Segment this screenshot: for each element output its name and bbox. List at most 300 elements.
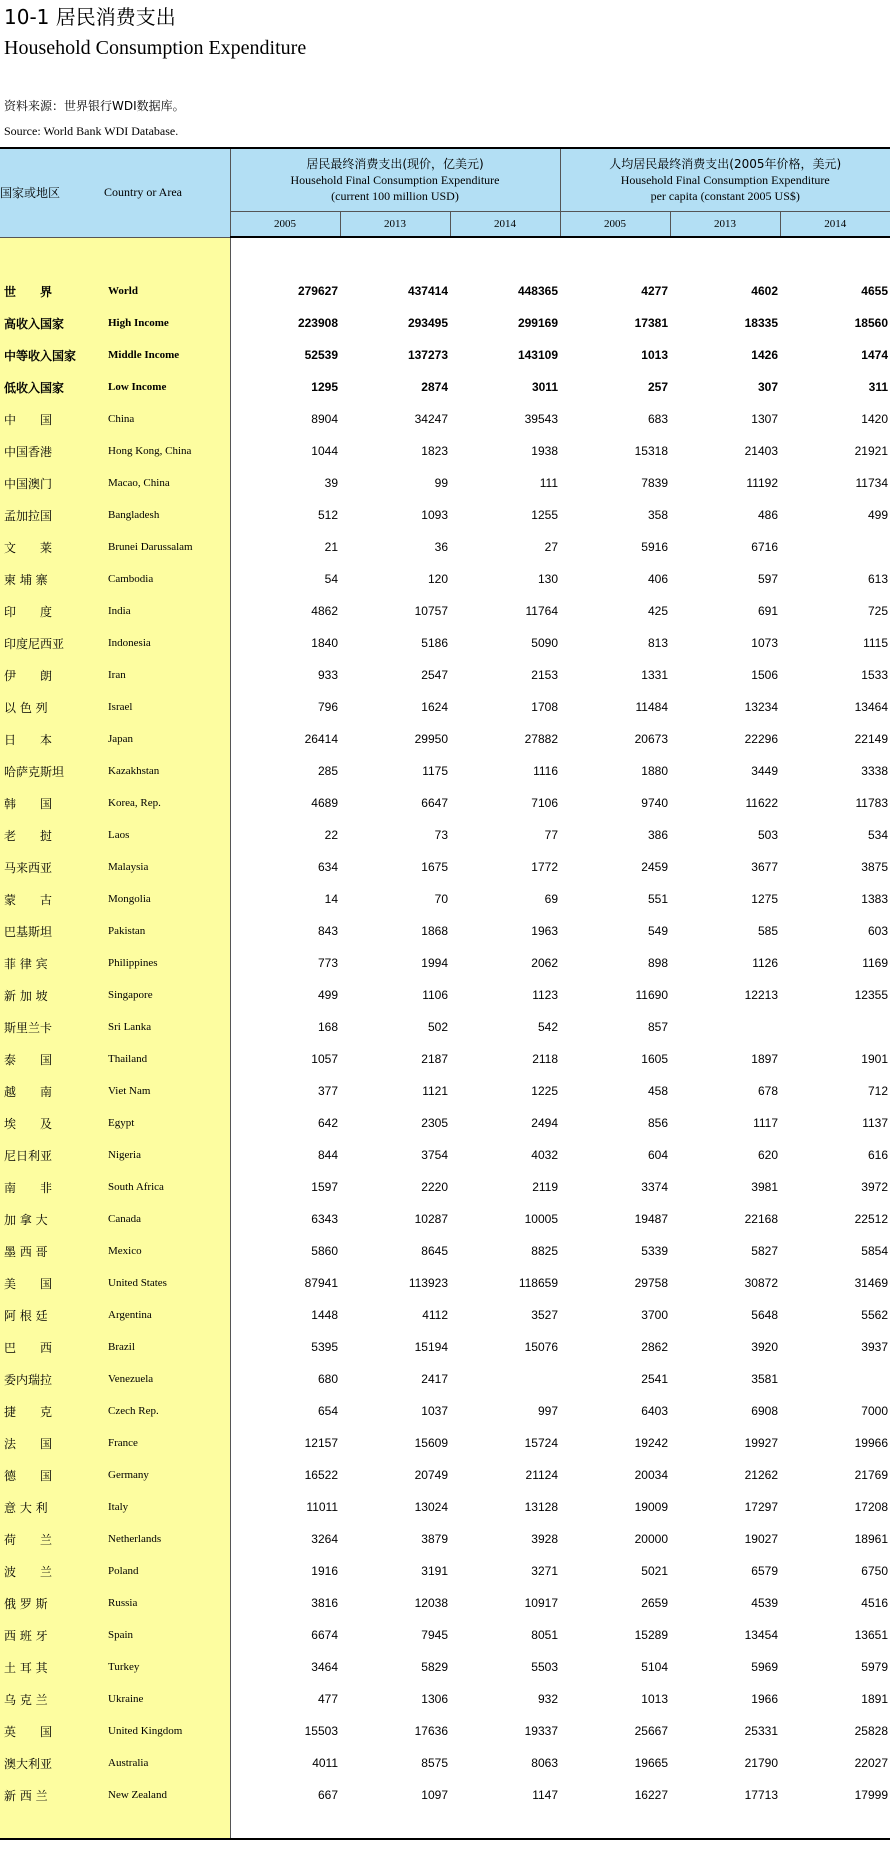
value-cell: 898	[647, 956, 668, 970]
value-cell: 499	[867, 508, 888, 522]
value-cell: 1331	[641, 668, 668, 682]
table-row	[0, 1171, 890, 1203]
country-name-cn: 柬 埔 寨	[0, 563, 104, 595]
value-cell: 17297	[744, 1500, 778, 1514]
country-name-cn: 哈萨克斯坦	[0, 755, 104, 787]
table-row	[0, 1235, 890, 1267]
country-name-cn: 印度尼西亚	[0, 627, 104, 659]
country-name-cn: 韩 国	[0, 787, 104, 819]
country-name-cn: 澳大利亚	[0, 1747, 104, 1779]
value-cell: 69	[544, 892, 558, 906]
table-row	[0, 403, 890, 435]
value-cell: 2541	[641, 1372, 668, 1386]
country-name-en: High Income	[104, 307, 230, 339]
value-cell: 19927	[744, 1436, 778, 1450]
country-name-en: World	[104, 275, 230, 307]
value-cell: 1044	[311, 444, 338, 458]
value-cell: 856	[647, 1116, 668, 1130]
country-name-en: Thailand	[104, 1043, 230, 1075]
value-cell: 1013	[641, 1692, 668, 1706]
value-cell: 1037	[421, 1404, 448, 1418]
country-name-cn: 加 拿 大	[0, 1203, 104, 1235]
country-name-cn: 文 莱	[0, 531, 104, 563]
value-cell: 9740	[641, 796, 668, 810]
value-cell: 542	[537, 1020, 558, 1034]
country-name-cn: 中国香港	[0, 435, 104, 467]
value-cell: 3374	[641, 1180, 668, 1194]
value-cell: 21	[324, 540, 338, 554]
value-cell: 6674	[311, 1628, 338, 1642]
country-name-en: Iran	[104, 659, 230, 691]
value-cell: 1916	[311, 1564, 338, 1578]
country-name-en: Israel	[104, 691, 230, 723]
value-cell: 11734	[855, 476, 888, 490]
table-row	[0, 435, 890, 467]
value-cell: 1295	[311, 380, 338, 394]
value-cell: 6908	[751, 1404, 778, 1418]
country-name-en: India	[104, 595, 230, 627]
value-cell: 29950	[414, 732, 448, 746]
country-name-cn: 尼日利亚	[0, 1139, 104, 1171]
value-cell: 15503	[304, 1724, 338, 1738]
value-cell: 25828	[854, 1724, 888, 1738]
value-cell: 3191	[421, 1564, 448, 1578]
value-cell: 712	[867, 1084, 888, 1098]
country-name-en: United States	[104, 1267, 230, 1299]
country-name-cn: 日 本	[0, 723, 104, 755]
value-cell: 10757	[414, 604, 448, 618]
spacer-row	[0, 237, 890, 275]
value-cell: 551	[647, 892, 668, 906]
table-row	[0, 1427, 890, 1459]
country-name-en: South Africa	[104, 1171, 230, 1203]
value-cell: 5503	[531, 1660, 558, 1674]
value-cell: 477	[317, 1692, 338, 1706]
value-cell: 17713	[744, 1788, 778, 1802]
country-name-en: Poland	[104, 1555, 230, 1587]
value-cell: 6716	[751, 540, 778, 554]
value-cell: 99	[434, 476, 448, 490]
year-header: 2005	[230, 212, 340, 238]
country-name-en: Hong Kong, China	[104, 435, 230, 467]
value-cell: 113923	[408, 1276, 448, 1290]
value-cell: 111	[539, 476, 558, 490]
country-name-en: Laos	[104, 819, 230, 851]
value-cell: 5829	[421, 1660, 448, 1674]
country-name-cn: 意 大 利	[0, 1491, 104, 1523]
group-header-per-capita-cn: 人均居民最终消费支出(2005年价格，美元)	[609, 157, 842, 171]
value-cell: 604	[647, 1148, 668, 1162]
country-name-cn: 德 国	[0, 1459, 104, 1491]
value-cell: 3271	[531, 1564, 558, 1578]
value-cell: 5916	[641, 540, 668, 554]
country-name-cn: 阿 根 廷	[0, 1299, 104, 1331]
country-name-en: New Zealand	[104, 1779, 230, 1811]
value-cell: 1880	[641, 764, 668, 778]
value-cell: 120	[427, 572, 448, 586]
country-name-cn: 孟加拉国	[0, 499, 104, 531]
value-cell: 70	[434, 892, 448, 906]
value-cell: 285	[317, 764, 338, 778]
country-name-cn: 英 国	[0, 1715, 104, 1747]
country-name-en: Russia	[104, 1587, 230, 1619]
value-cell: 1966	[751, 1692, 778, 1706]
value-cell: 73	[434, 828, 448, 842]
table-row	[0, 275, 890, 307]
value-cell: 1169	[862, 956, 888, 970]
value-cell: 1121	[422, 1084, 448, 1098]
value-cell: 2187	[421, 1052, 448, 1066]
country-name-cn: 法 国	[0, 1427, 104, 1459]
value-cell: 691	[757, 604, 778, 618]
value-cell: 4277	[641, 284, 668, 298]
value-cell: 5969	[751, 1660, 778, 1674]
value-cell: 21124	[525, 1468, 558, 1482]
value-cell: 16227	[634, 1788, 668, 1802]
value-cell: 52539	[304, 348, 338, 362]
value-cell: 27	[544, 540, 558, 554]
country-name-cn: 越 南	[0, 1075, 104, 1107]
value-cell: 1708	[531, 700, 558, 714]
value-cell: 3879	[421, 1532, 448, 1546]
value-cell: 4032	[531, 1148, 558, 1162]
year-header: 2005	[560, 212, 670, 238]
value-cell: 448365	[517, 284, 558, 298]
value-cell: 20673	[634, 732, 668, 746]
table-row	[0, 499, 890, 531]
value-cell: 5860	[311, 1244, 338, 1258]
value-cell: 11690	[635, 988, 668, 1002]
value-cell: 3264	[311, 1532, 338, 1546]
value-cell: 8063	[531, 1756, 558, 1770]
value-cell: 17381	[634, 316, 668, 330]
value-cell: 7000	[861, 1404, 888, 1418]
value-cell: 15194	[414, 1340, 448, 1354]
value-cell: 549	[647, 924, 668, 938]
country-name-en: Malaysia	[104, 851, 230, 883]
country-name-cn: 墨 西 哥	[0, 1235, 104, 1267]
value-cell: 2417	[421, 1372, 448, 1386]
value-cell	[670, 1011, 780, 1043]
table-row	[0, 819, 890, 851]
table-row	[0, 1491, 890, 1523]
value-cell: 1123	[532, 988, 558, 1002]
group-header-total	[230, 148, 560, 212]
value-cell: 13024	[414, 1500, 448, 1514]
value-cell: 1126	[752, 956, 778, 970]
value-cell: 307	[757, 380, 778, 394]
value-cell: 2659	[641, 1596, 668, 1610]
value-cell: 512	[317, 508, 338, 522]
country-name-cn: 乌 克 兰	[0, 1683, 104, 1715]
country-name-cn: 南 非	[0, 1171, 104, 1203]
value-cell: 634	[317, 860, 338, 874]
value-cell: 642	[317, 1116, 338, 1130]
value-cell: 1255	[531, 508, 558, 522]
value-cell: 725	[867, 604, 888, 618]
value-cell: 1901	[861, 1052, 888, 1066]
value-cell: 21403	[744, 444, 778, 458]
value-cell: 1938	[531, 444, 558, 458]
source-note-en: Source: World Bank WDI Database.	[4, 124, 179, 138]
value-cell: 616	[867, 1148, 888, 1162]
country-name-cn: 以 色 列	[0, 691, 104, 723]
table-body	[0, 237, 890, 1839]
value-cell	[780, 1363, 890, 1395]
table-row	[0, 1523, 890, 1555]
value-cell: 933	[317, 668, 338, 682]
country-name-en: Canada	[104, 1203, 230, 1235]
value-cell: 932	[537, 1692, 558, 1706]
value-cell: 22027	[854, 1756, 888, 1770]
country-name-cn: 土 耳 其	[0, 1651, 104, 1683]
value-cell: 5090	[531, 636, 558, 650]
table-row	[0, 1555, 890, 1587]
value-cell: 18560	[854, 316, 888, 330]
country-name-cn: 菲 律 宾	[0, 947, 104, 979]
value-cell: 39543	[524, 412, 558, 426]
country-name-en: Middle Income	[104, 339, 230, 371]
country-name-cn: 委内瑞拉	[0, 1363, 104, 1395]
table-row	[0, 1779, 890, 1811]
value-cell: 10917	[524, 1596, 558, 1610]
country-name-en: Brunei Darussalam	[104, 531, 230, 563]
value-cell: 20034	[634, 1468, 668, 1482]
value-cell: 8825	[531, 1244, 558, 1258]
value-cell: 5854	[861, 1244, 888, 1258]
value-cell: 293495	[407, 316, 448, 330]
country-name-en: Nigeria	[104, 1139, 230, 1171]
value-cell: 11192	[746, 476, 778, 490]
year-header: 2013	[670, 212, 780, 238]
value-cell: 857	[647, 1020, 668, 1034]
value-cell: 4516	[861, 1596, 888, 1610]
value-cell: 12038	[414, 1596, 448, 1610]
country-name-cn: 老 挝	[0, 819, 104, 851]
value-cell: 20749	[414, 1468, 448, 1482]
value-cell: 8904	[311, 412, 338, 426]
value-cell: 12355	[854, 988, 888, 1002]
country-name-cn: 泰 国	[0, 1043, 104, 1075]
value-cell: 2862	[641, 1340, 668, 1354]
country-name-en: Venezuela	[104, 1363, 230, 1395]
value-cell: 6579	[751, 1564, 778, 1578]
value-cell: 1275	[751, 892, 778, 906]
country-name-en: Cambodia	[104, 563, 230, 595]
value-cell: 4862	[311, 604, 338, 618]
value-cell: 54	[324, 572, 338, 586]
value-cell: 22168	[744, 1212, 778, 1226]
group-header-per-capita	[560, 148, 890, 212]
value-cell: 7839	[641, 476, 668, 490]
table-row	[0, 947, 890, 979]
value-cell: 1175	[422, 764, 448, 778]
value-cell: 5339	[641, 1244, 668, 1258]
source-note-cn: 资料来源：世界银行WDI数据库。	[4, 99, 185, 113]
country-name-cn: 西 班 牙	[0, 1619, 104, 1651]
value-cell: 844	[317, 1148, 338, 1162]
country-name-cn: 低收入国家	[0, 371, 104, 403]
country-name-en: Ukraine	[104, 1683, 230, 1715]
table-row	[0, 1715, 890, 1747]
country-name-en: Macao, China	[104, 467, 230, 499]
country-name-en: Singapore	[104, 979, 230, 1011]
year-header: 2014	[450, 212, 560, 238]
value-cell: 26414	[304, 732, 338, 746]
value-cell: 5104	[641, 1660, 668, 1674]
value-cell: 19009	[634, 1500, 668, 1514]
value-cell: 5186	[421, 636, 448, 650]
country-name-en: Turkey	[104, 1651, 230, 1683]
value-cell: 7945	[421, 1628, 448, 1642]
table-row	[0, 371, 890, 403]
table-row	[0, 595, 890, 627]
table-row	[0, 1267, 890, 1299]
value-cell: 5827	[751, 1244, 778, 1258]
value-cell: 137273	[407, 348, 448, 362]
table-row	[0, 339, 890, 371]
value-cell: 503	[757, 828, 778, 842]
value-cell: 22	[324, 828, 338, 842]
value-cell: 1117	[753, 1116, 778, 1130]
table-row	[0, 659, 890, 691]
country-name-en: Spain	[104, 1619, 230, 1651]
table-row	[0, 1651, 890, 1683]
country-name-cn: 埃 及	[0, 1107, 104, 1139]
value-cell: 14	[324, 892, 338, 906]
value-cell: 1897	[751, 1052, 778, 1066]
country-name-cn: 中等收入国家	[0, 339, 104, 371]
value-cell: 22149	[854, 732, 888, 746]
value-cell: 299169	[517, 316, 558, 330]
table-row	[0, 787, 890, 819]
table-row	[0, 563, 890, 595]
table-row	[0, 1331, 890, 1363]
country-name-cn: 蒙 古	[0, 883, 104, 915]
table-row	[0, 1011, 890, 1043]
country-name-en: Czech Rep.	[104, 1395, 230, 1427]
value-cell: 377	[317, 1084, 338, 1098]
country-name-cn: 美 国	[0, 1267, 104, 1299]
value-cell: 34247	[414, 412, 448, 426]
value-cell: 17636	[414, 1724, 448, 1738]
value-cell: 1605	[641, 1052, 668, 1066]
country-name-en: United Kingdom	[104, 1715, 230, 1747]
group-header-total-en1: Household Final Consumption Expenditure	[290, 173, 500, 187]
value-cell: 5562	[861, 1308, 888, 1322]
value-cell: 13464	[854, 700, 888, 714]
value-cell: 31469	[854, 1276, 888, 1290]
value-cell: 11011	[306, 1500, 338, 1514]
value-cell: 1013	[641, 348, 668, 362]
country-name-en: Sri Lanka	[104, 1011, 230, 1043]
country-name-en: France	[104, 1427, 230, 1459]
value-cell: 19665	[634, 1756, 668, 1770]
country-name-en: Netherlands	[104, 1523, 230, 1555]
value-cell: 358	[647, 508, 668, 522]
table-row	[0, 1683, 890, 1715]
country-name-cn: 巴 西	[0, 1331, 104, 1363]
country-name-en: Mexico	[104, 1235, 230, 1267]
country-name-cn: 斯里兰卡	[0, 1011, 104, 1043]
value-cell: 3875	[861, 860, 888, 874]
value-cell: 22512	[854, 1212, 888, 1226]
value-cell: 15289	[634, 1628, 668, 1642]
table-row	[0, 691, 890, 723]
country-name-en: Italy	[104, 1491, 230, 1523]
value-cell: 2220	[421, 1180, 448, 1194]
value-cell: 773	[317, 956, 338, 970]
value-cell	[780, 1011, 890, 1043]
value-cell: 1448	[311, 1308, 338, 1322]
table-end-row	[0, 1811, 890, 1839]
value-cell: 1506	[751, 668, 778, 682]
value-cell: 1097	[421, 1788, 448, 1802]
value-cell: 3449	[751, 764, 778, 778]
country-name-cn: 伊 朗	[0, 659, 104, 691]
value-cell: 168	[317, 1020, 338, 1034]
value-cell: 1426	[751, 348, 778, 362]
value-cell: 5021	[641, 1564, 668, 1578]
value-cell	[780, 531, 890, 563]
country-name-en: Mongolia	[104, 883, 230, 915]
value-cell: 6750	[861, 1564, 888, 1578]
value-cell: 223908	[297, 316, 338, 330]
value-cell: 2494	[531, 1116, 558, 1130]
value-cell: 3338	[861, 764, 888, 778]
value-cell: 1624	[421, 700, 448, 714]
value-cell: 15318	[634, 444, 668, 458]
page-title-cn: 10-1 居民消费支出	[4, 5, 176, 29]
value-cell: 3981	[751, 1180, 778, 1194]
year-header: 2014	[780, 212, 890, 238]
value-cell: 279627	[297, 284, 338, 298]
value-cell: 597	[757, 572, 778, 586]
table-row	[0, 1459, 890, 1491]
value-cell: 5395	[311, 1340, 338, 1354]
country-name-en: Philippines	[104, 947, 230, 979]
value-cell: 77	[544, 828, 558, 842]
value-cell: 4602	[751, 284, 778, 298]
country-name-en: China	[104, 403, 230, 435]
value-cell: 16522	[304, 1468, 338, 1482]
table-row	[0, 915, 890, 947]
value-cell: 4011	[312, 1756, 338, 1770]
value-cell: 1225	[531, 1084, 558, 1098]
value-cell: 6647	[421, 796, 448, 810]
value-cell: 4655	[861, 284, 888, 298]
table-row	[0, 883, 890, 915]
country-name-en: Bangladesh	[104, 499, 230, 531]
value-cell: 1073	[751, 636, 778, 650]
country-name-cn: 捷 克	[0, 1395, 104, 1427]
value-cell: 10005	[524, 1212, 558, 1226]
value-cell: 13651	[854, 1628, 888, 1642]
country-name-cn: 新 西 兰	[0, 1779, 104, 1811]
value-cell: 39	[324, 476, 338, 490]
consumption-table	[0, 147, 890, 1840]
country-name-en: Egypt	[104, 1107, 230, 1139]
value-cell: 1868	[421, 924, 448, 938]
value-cell: 21790	[744, 1756, 778, 1770]
value-cell: 3754	[421, 1148, 448, 1162]
value-cell: 437414	[407, 284, 448, 298]
table-row	[0, 851, 890, 883]
value-cell: 6403	[641, 1404, 668, 1418]
column-header-country-cn: 国家或地区	[0, 148, 104, 237]
value-cell: 4689	[311, 796, 338, 810]
table-row	[0, 1107, 890, 1139]
